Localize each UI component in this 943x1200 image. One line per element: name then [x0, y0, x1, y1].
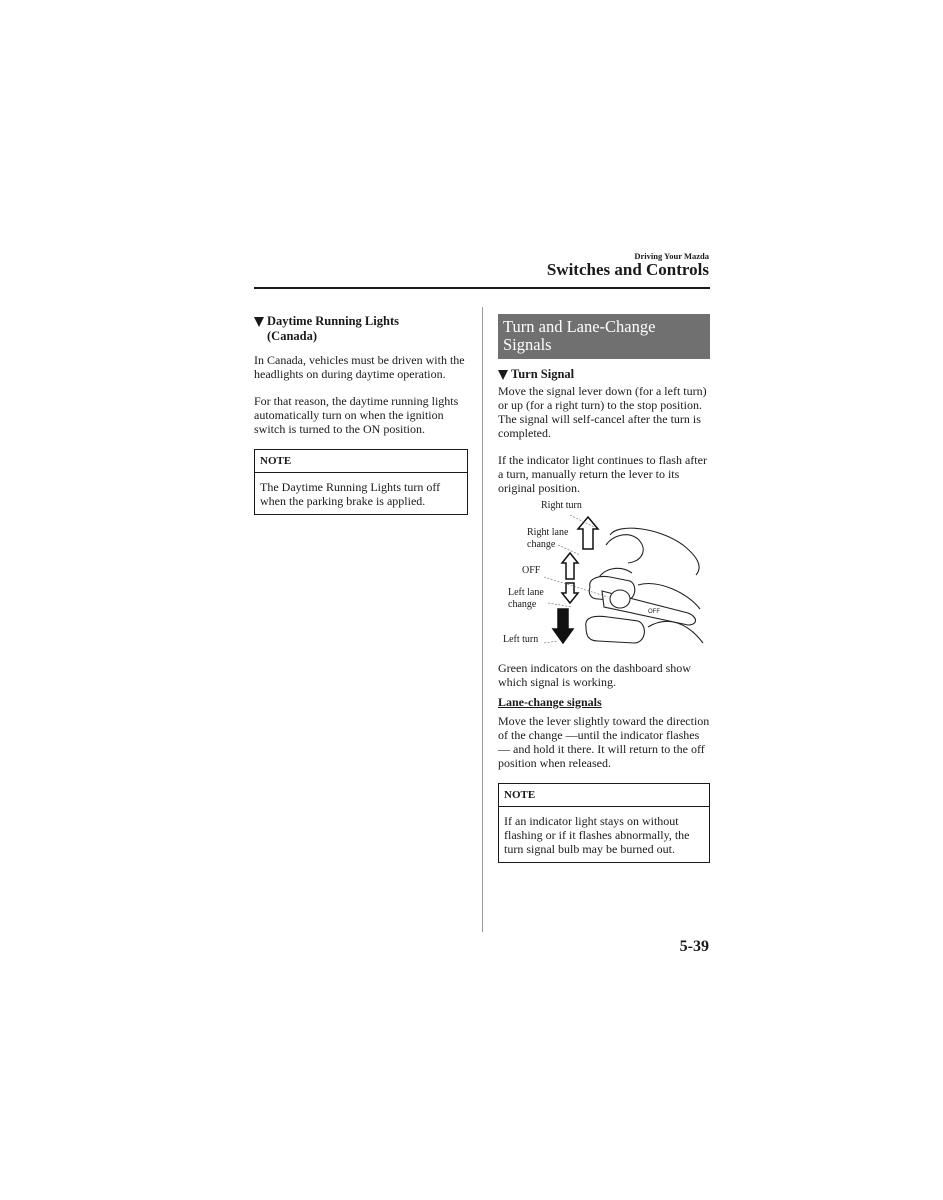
label-left-turn: Left turn: [503, 634, 539, 645]
turn-signal-paragraph-2: If the indicator light continues to flash after a turn, manually return the lever to its original position.: [498, 453, 707, 495]
lane-change-subheading: Lane-change signals: [498, 695, 602, 709]
section-title-box: Turn and Lane-Change Signals: [498, 314, 710, 359]
turn-signal-note-box: [498, 783, 710, 863]
right-column: [498, 314, 710, 863]
turn-signal-lever-figure: [498, 500, 710, 655]
label-right-turn: Right turn: [541, 500, 582, 511]
drl-paragraph-1: In Canada, vehicles must be driven with the headlights on during daytime operation.: [254, 353, 465, 381]
svg-text:OFF: OFF: [648, 609, 660, 615]
turn-signal-paragraph-1: Move the signal lever down (for a left turn) or up (for a right turn) to the stop position. The signal will self-cancel after the turn is completed.: [498, 384, 707, 440]
turn-signal-heading-text: Turn Signal: [511, 367, 575, 381]
turn-signal-note-body: If an indicator light stays on without flashing or if it flashes abnormally, the turn signal bulb may be burned out.: [504, 814, 690, 856]
header-rule: [254, 287, 710, 289]
drl-paragraph-2: For that reason, the daytime running lights automatically turn on when the ignition switch is turned to the ON position.: [254, 394, 459, 436]
running-header-title: Switches and Controls: [546, 260, 709, 279]
label-left-lane-change: Left lane change: [508, 587, 544, 610]
page-number: 5-39: [679, 938, 709, 955]
left-column: [254, 314, 468, 515]
lane-change-paragraph: Move the lever slightly toward the direction of the change —until the indicator flashes— and hold it there. It will return to the off position when released.: [498, 714, 710, 770]
drl-note-box: [254, 449, 468, 515]
triangle-bullet-icon: [498, 370, 508, 380]
turn-signal-note-title: NOTE: [499, 784, 709, 807]
column-divider: [482, 307, 483, 932]
label-off: OFF: [522, 565, 541, 576]
label-right-lane-change: Right lane change: [527, 527, 569, 550]
turn-signal-heading: [498, 367, 710, 382]
triangle-bullet-icon: [254, 317, 264, 327]
turn-signal-paragraph-3: Green indicators on the dashboard show which signal is working.: [498, 661, 691, 689]
drl-heading-text: Daytime Running Lights (Canada): [267, 314, 399, 343]
drl-note-body: The Daytime Running Lights turn off when the parking brake is applied.: [260, 480, 441, 508]
drl-note-title: NOTE: [255, 450, 467, 473]
drl-heading: [254, 314, 468, 344]
running-header-section: Driving Your Mazda: [634, 251, 709, 261]
